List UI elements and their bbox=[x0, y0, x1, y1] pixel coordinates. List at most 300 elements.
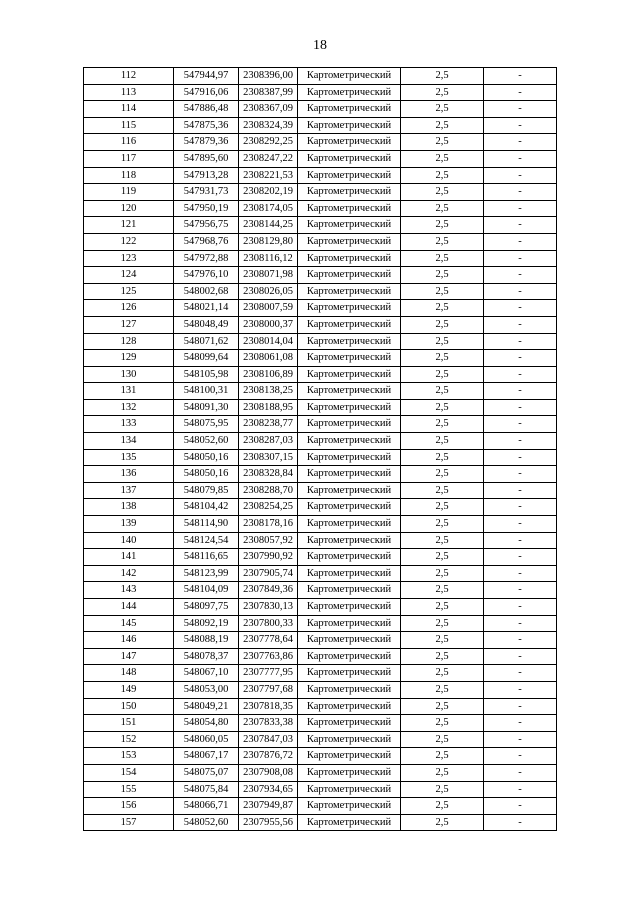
table-row bbox=[84, 731, 557, 748]
x-coordinate-cell: 548060,05 bbox=[174, 731, 239, 748]
table-row bbox=[84, 798, 557, 815]
y-coordinate-cell: 2307833,38 bbox=[239, 715, 298, 732]
method-cell: Картометрический bbox=[298, 416, 401, 433]
point-number-cell: 126 bbox=[84, 300, 174, 317]
y-coordinate-cell: 2307990,92 bbox=[239, 549, 298, 566]
point-number-cell: 151 bbox=[84, 715, 174, 732]
method-cell: Картометрический bbox=[298, 184, 401, 201]
table-row bbox=[84, 300, 557, 317]
y-coordinate-cell: 2308061,08 bbox=[239, 350, 298, 367]
accuracy-cell: 2,5 bbox=[401, 350, 484, 367]
point-number-cell: 144 bbox=[84, 599, 174, 616]
point-number-cell: 143 bbox=[84, 582, 174, 599]
description-cell: - bbox=[484, 134, 557, 151]
point-number-cell: 128 bbox=[84, 333, 174, 350]
y-coordinate-cell: 2308328,84 bbox=[239, 466, 298, 483]
table-row bbox=[84, 366, 557, 383]
point-number-cell: 150 bbox=[84, 698, 174, 715]
y-coordinate-cell: 2308116,12 bbox=[239, 250, 298, 267]
x-coordinate-cell: 548066,71 bbox=[174, 798, 239, 815]
point-number-cell: 123 bbox=[84, 250, 174, 267]
table-row bbox=[84, 681, 557, 698]
method-cell: Картометрический bbox=[298, 134, 401, 151]
y-coordinate-cell: 2307847,03 bbox=[239, 731, 298, 748]
x-coordinate-cell: 548124,54 bbox=[174, 532, 239, 549]
description-cell: - bbox=[484, 665, 557, 682]
point-number-cell: 125 bbox=[84, 283, 174, 300]
accuracy-cell: 2,5 bbox=[401, 599, 484, 616]
y-coordinate-cell: 2307763,86 bbox=[239, 648, 298, 665]
y-coordinate-cell: 2308307,15 bbox=[239, 449, 298, 466]
method-cell: Картометрический bbox=[298, 433, 401, 450]
description-cell: - bbox=[484, 648, 557, 665]
x-coordinate-cell: 548092,19 bbox=[174, 615, 239, 632]
table-row bbox=[84, 665, 557, 682]
description-cell: - bbox=[484, 532, 557, 549]
table-row bbox=[84, 350, 557, 367]
x-coordinate-cell: 548002,68 bbox=[174, 283, 239, 300]
method-cell: Картометрический bbox=[298, 267, 401, 284]
table-row bbox=[84, 134, 557, 151]
table-row bbox=[84, 217, 557, 234]
point-number-cell: 113 bbox=[84, 84, 174, 101]
description-cell: - bbox=[484, 764, 557, 781]
x-coordinate-cell: 547913,28 bbox=[174, 167, 239, 184]
method-cell: Картометрический bbox=[298, 350, 401, 367]
description-cell: - bbox=[484, 84, 557, 101]
y-coordinate-cell: 2308129,80 bbox=[239, 233, 298, 250]
x-coordinate-cell: 547956,75 bbox=[174, 217, 239, 234]
accuracy-cell: 2,5 bbox=[401, 565, 484, 582]
table-row bbox=[84, 167, 557, 184]
method-cell: Картометрический bbox=[298, 582, 401, 599]
x-coordinate-cell: 548075,95 bbox=[174, 416, 239, 433]
accuracy-cell: 2,5 bbox=[401, 250, 484, 267]
accuracy-cell: 2,5 bbox=[401, 715, 484, 732]
x-coordinate-cell: 548075,07 bbox=[174, 764, 239, 781]
y-coordinate-cell: 2307800,33 bbox=[239, 615, 298, 632]
accuracy-cell: 2,5 bbox=[401, 449, 484, 466]
point-number-cell: 148 bbox=[84, 665, 174, 682]
accuracy-cell: 2,5 bbox=[401, 233, 484, 250]
point-number-cell: 134 bbox=[84, 433, 174, 450]
accuracy-cell: 2,5 bbox=[401, 681, 484, 698]
method-cell: Картометрический bbox=[298, 217, 401, 234]
y-coordinate-cell: 2307778,64 bbox=[239, 632, 298, 649]
y-coordinate-cell: 2307818,35 bbox=[239, 698, 298, 715]
description-cell: - bbox=[484, 599, 557, 616]
table-row bbox=[84, 698, 557, 715]
point-number-cell: 118 bbox=[84, 167, 174, 184]
y-coordinate-cell: 2308144,25 bbox=[239, 217, 298, 234]
y-coordinate-cell: 2308106,89 bbox=[239, 366, 298, 383]
description-cell: - bbox=[484, 781, 557, 798]
description-cell: - bbox=[484, 433, 557, 450]
x-coordinate-cell: 548099,64 bbox=[174, 350, 239, 367]
point-number-cell: 112 bbox=[84, 68, 174, 85]
method-cell: Картометрический bbox=[298, 283, 401, 300]
point-number-cell: 129 bbox=[84, 350, 174, 367]
table-row bbox=[84, 333, 557, 350]
accuracy-cell: 2,5 bbox=[401, 366, 484, 383]
method-cell: Картометрический bbox=[298, 731, 401, 748]
accuracy-cell: 2,5 bbox=[401, 516, 484, 533]
description-cell: - bbox=[484, 383, 557, 400]
x-coordinate-cell: 547916,06 bbox=[174, 84, 239, 101]
table-row bbox=[84, 516, 557, 533]
y-coordinate-cell: 2308396,00 bbox=[239, 68, 298, 85]
x-coordinate-cell: 548105,98 bbox=[174, 366, 239, 383]
description-cell: - bbox=[484, 748, 557, 765]
method-cell: Картометрический bbox=[298, 781, 401, 798]
x-coordinate-cell: 548052,60 bbox=[174, 433, 239, 450]
point-number-cell: 157 bbox=[84, 814, 174, 831]
accuracy-cell: 2,5 bbox=[401, 167, 484, 184]
table-row bbox=[84, 399, 557, 416]
table-row bbox=[84, 184, 557, 201]
accuracy-cell: 2,5 bbox=[401, 134, 484, 151]
point-number-cell: 152 bbox=[84, 731, 174, 748]
point-number-cell: 138 bbox=[84, 499, 174, 516]
point-number-cell: 147 bbox=[84, 648, 174, 665]
accuracy-cell: 2,5 bbox=[401, 416, 484, 433]
point-number-cell: 114 bbox=[84, 101, 174, 118]
table-row bbox=[84, 814, 557, 831]
point-number-cell: 122 bbox=[84, 233, 174, 250]
point-number-cell: 119 bbox=[84, 184, 174, 201]
table-row bbox=[84, 250, 557, 267]
x-coordinate-cell: 548067,10 bbox=[174, 665, 239, 682]
x-coordinate-cell: 547895,60 bbox=[174, 150, 239, 167]
x-coordinate-cell: 548123,99 bbox=[174, 565, 239, 582]
accuracy-cell: 2,5 bbox=[401, 632, 484, 649]
accuracy-cell: 2,5 bbox=[401, 764, 484, 781]
coordinates-table bbox=[83, 67, 557, 831]
point-number-cell: 116 bbox=[84, 134, 174, 151]
point-number-cell: 140 bbox=[84, 532, 174, 549]
accuracy-cell: 2,5 bbox=[401, 68, 484, 85]
y-coordinate-cell: 2307949,87 bbox=[239, 798, 298, 815]
description-cell: - bbox=[484, 482, 557, 499]
table-row bbox=[84, 117, 557, 134]
accuracy-cell: 2,5 bbox=[401, 665, 484, 682]
y-coordinate-cell: 2308202,19 bbox=[239, 184, 298, 201]
description-cell: - bbox=[484, 250, 557, 267]
y-coordinate-cell: 2308138,25 bbox=[239, 383, 298, 400]
method-cell: Картометрический bbox=[298, 665, 401, 682]
y-coordinate-cell: 2308174,05 bbox=[239, 200, 298, 217]
accuracy-cell: 2,5 bbox=[401, 399, 484, 416]
point-number-cell: 124 bbox=[84, 267, 174, 284]
table-row bbox=[84, 532, 557, 549]
y-coordinate-cell: 2307830,13 bbox=[239, 599, 298, 616]
method-cell: Картометрический bbox=[298, 748, 401, 765]
description-cell: - bbox=[484, 814, 557, 831]
method-cell: Картометрический bbox=[298, 383, 401, 400]
y-coordinate-cell: 2307908,08 bbox=[239, 764, 298, 781]
point-number-cell: 153 bbox=[84, 748, 174, 765]
description-cell: - bbox=[484, 416, 557, 433]
table-row bbox=[84, 316, 557, 333]
accuracy-cell: 2,5 bbox=[401, 383, 484, 400]
y-coordinate-cell: 2308288,70 bbox=[239, 482, 298, 499]
point-number-cell: 137 bbox=[84, 482, 174, 499]
accuracy-cell: 2,5 bbox=[401, 582, 484, 599]
description-cell: - bbox=[484, 267, 557, 284]
y-coordinate-cell: 2307876,72 bbox=[239, 748, 298, 765]
x-coordinate-cell: 548104,42 bbox=[174, 499, 239, 516]
description-cell: - bbox=[484, 466, 557, 483]
table-row bbox=[84, 449, 557, 466]
accuracy-cell: 2,5 bbox=[401, 184, 484, 201]
method-cell: Картометрический bbox=[298, 200, 401, 217]
method-cell: Картометрический bbox=[298, 333, 401, 350]
method-cell: Картометрический bbox=[298, 316, 401, 333]
description-cell: - bbox=[484, 499, 557, 516]
accuracy-cell: 2,5 bbox=[401, 781, 484, 798]
point-number-cell: 133 bbox=[84, 416, 174, 433]
method-cell: Картометрический bbox=[298, 715, 401, 732]
y-coordinate-cell: 2308367,09 bbox=[239, 101, 298, 118]
table-row bbox=[84, 150, 557, 167]
y-coordinate-cell: 2307777,95 bbox=[239, 665, 298, 682]
method-cell: Картометрический bbox=[298, 68, 401, 85]
accuracy-cell: 2,5 bbox=[401, 466, 484, 483]
table-row bbox=[84, 615, 557, 632]
method-cell: Картометрический bbox=[298, 798, 401, 815]
point-number-cell: 135 bbox=[84, 449, 174, 466]
y-coordinate-cell: 2308324,39 bbox=[239, 117, 298, 134]
description-cell: - bbox=[484, 366, 557, 383]
accuracy-cell: 2,5 bbox=[401, 200, 484, 217]
accuracy-cell: 2,5 bbox=[401, 267, 484, 284]
description-cell: - bbox=[484, 68, 557, 85]
table-row bbox=[84, 68, 557, 85]
x-coordinate-cell: 548054,80 bbox=[174, 715, 239, 732]
method-cell: Картометрический bbox=[298, 366, 401, 383]
description-cell: - bbox=[484, 333, 557, 350]
table-row bbox=[84, 565, 557, 582]
table-row bbox=[84, 764, 557, 781]
y-coordinate-cell: 2308000,37 bbox=[239, 316, 298, 333]
point-number-cell: 130 bbox=[84, 366, 174, 383]
x-coordinate-cell: 548050,16 bbox=[174, 449, 239, 466]
accuracy-cell: 2,5 bbox=[401, 283, 484, 300]
y-coordinate-cell: 2307934,65 bbox=[239, 781, 298, 798]
y-coordinate-cell: 2308178,16 bbox=[239, 516, 298, 533]
table-row bbox=[84, 748, 557, 765]
table-row bbox=[84, 466, 557, 483]
point-number-cell: 146 bbox=[84, 632, 174, 649]
method-cell: Картометрический bbox=[298, 698, 401, 715]
x-coordinate-cell: 548116,65 bbox=[174, 549, 239, 566]
y-coordinate-cell: 2308238,77 bbox=[239, 416, 298, 433]
description-cell: - bbox=[484, 316, 557, 333]
point-number-cell: 117 bbox=[84, 150, 174, 167]
description-cell: - bbox=[484, 582, 557, 599]
accuracy-cell: 2,5 bbox=[401, 84, 484, 101]
x-coordinate-cell: 547931,73 bbox=[174, 184, 239, 201]
x-coordinate-cell: 547944,97 bbox=[174, 68, 239, 85]
accuracy-cell: 2,5 bbox=[401, 698, 484, 715]
x-coordinate-cell: 547968,76 bbox=[174, 233, 239, 250]
table-body bbox=[84, 68, 557, 831]
y-coordinate-cell: 2308007,59 bbox=[239, 300, 298, 317]
x-coordinate-cell: 548078,37 bbox=[174, 648, 239, 665]
x-coordinate-cell: 547950,19 bbox=[174, 200, 239, 217]
accuracy-cell: 2,5 bbox=[401, 549, 484, 566]
table-row bbox=[84, 632, 557, 649]
x-coordinate-cell: 547976,10 bbox=[174, 267, 239, 284]
y-coordinate-cell: 2308287,03 bbox=[239, 433, 298, 450]
accuracy-cell: 2,5 bbox=[401, 333, 484, 350]
x-coordinate-cell: 548050,16 bbox=[174, 466, 239, 483]
table-row bbox=[84, 549, 557, 566]
x-coordinate-cell: 548114,90 bbox=[174, 516, 239, 533]
x-coordinate-cell: 548021,14 bbox=[174, 300, 239, 317]
method-cell: Картометрический bbox=[298, 117, 401, 134]
method-cell: Картометрический bbox=[298, 814, 401, 831]
description-cell: - bbox=[484, 350, 557, 367]
method-cell: Картометрический bbox=[298, 101, 401, 118]
accuracy-cell: 2,5 bbox=[401, 433, 484, 450]
method-cell: Картометрический bbox=[298, 482, 401, 499]
x-coordinate-cell: 547972,88 bbox=[174, 250, 239, 267]
table-row bbox=[84, 715, 557, 732]
y-coordinate-cell: 2308247,22 bbox=[239, 150, 298, 167]
description-cell: - bbox=[484, 117, 557, 134]
accuracy-cell: 2,5 bbox=[401, 731, 484, 748]
point-number-cell: 156 bbox=[84, 798, 174, 815]
x-coordinate-cell: 548091,30 bbox=[174, 399, 239, 416]
method-cell: Картометрический bbox=[298, 549, 401, 566]
y-coordinate-cell: 2307797,68 bbox=[239, 681, 298, 698]
y-coordinate-cell: 2307905,74 bbox=[239, 565, 298, 582]
point-number-cell: 154 bbox=[84, 764, 174, 781]
x-coordinate-cell: 547886,48 bbox=[174, 101, 239, 118]
method-cell: Картометрический bbox=[298, 84, 401, 101]
x-coordinate-cell: 547879,36 bbox=[174, 134, 239, 151]
point-number-cell: 115 bbox=[84, 117, 174, 134]
table-row bbox=[84, 101, 557, 118]
method-cell: Картометрический bbox=[298, 499, 401, 516]
y-coordinate-cell: 2307955,56 bbox=[239, 814, 298, 831]
point-number-cell: 139 bbox=[84, 516, 174, 533]
x-coordinate-cell: 548049,21 bbox=[174, 698, 239, 715]
method-cell: Картометрический bbox=[298, 233, 401, 250]
description-cell: - bbox=[484, 449, 557, 466]
method-cell: Картометрический bbox=[298, 632, 401, 649]
x-coordinate-cell: 547875,36 bbox=[174, 117, 239, 134]
description-cell: - bbox=[484, 101, 557, 118]
table-row bbox=[84, 200, 557, 217]
method-cell: Картометрический bbox=[298, 300, 401, 317]
y-coordinate-cell: 2308188,95 bbox=[239, 399, 298, 416]
x-coordinate-cell: 548067,17 bbox=[174, 748, 239, 765]
x-coordinate-cell: 548079,85 bbox=[174, 482, 239, 499]
point-number-cell: 155 bbox=[84, 781, 174, 798]
table-row bbox=[84, 582, 557, 599]
point-number-cell: 121 bbox=[84, 217, 174, 234]
y-coordinate-cell: 2308254,25 bbox=[239, 499, 298, 516]
accuracy-cell: 2,5 bbox=[401, 300, 484, 317]
method-cell: Картометрический bbox=[298, 516, 401, 533]
x-coordinate-cell: 548100,31 bbox=[174, 383, 239, 400]
table-row bbox=[84, 648, 557, 665]
description-cell: - bbox=[484, 549, 557, 566]
description-cell: - bbox=[484, 681, 557, 698]
point-number-cell: 120 bbox=[84, 200, 174, 217]
accuracy-cell: 2,5 bbox=[401, 615, 484, 632]
method-cell: Картометрический bbox=[298, 150, 401, 167]
description-cell: - bbox=[484, 184, 557, 201]
description-cell: - bbox=[484, 300, 557, 317]
table-row bbox=[84, 233, 557, 250]
y-coordinate-cell: 2308014,04 bbox=[239, 333, 298, 350]
description-cell: - bbox=[484, 283, 557, 300]
accuracy-cell: 2,5 bbox=[401, 316, 484, 333]
point-number-cell: 131 bbox=[84, 383, 174, 400]
x-coordinate-cell: 548048,49 bbox=[174, 316, 239, 333]
y-coordinate-cell: 2308026,05 bbox=[239, 283, 298, 300]
table-row bbox=[84, 599, 557, 616]
x-coordinate-cell: 548104,09 bbox=[174, 582, 239, 599]
description-cell: - bbox=[484, 698, 557, 715]
description-cell: - bbox=[484, 731, 557, 748]
point-number-cell: 142 bbox=[84, 565, 174, 582]
description-cell: - bbox=[484, 798, 557, 815]
y-coordinate-cell: 2308221,53 bbox=[239, 167, 298, 184]
table-row bbox=[84, 781, 557, 798]
y-coordinate-cell: 2308387,99 bbox=[239, 84, 298, 101]
description-cell: - bbox=[484, 217, 557, 234]
description-cell: - bbox=[484, 150, 557, 167]
point-number-cell: 145 bbox=[84, 615, 174, 632]
point-number-cell: 132 bbox=[84, 399, 174, 416]
method-cell: Картометрический bbox=[298, 167, 401, 184]
description-cell: - bbox=[484, 233, 557, 250]
table-row bbox=[84, 499, 557, 516]
accuracy-cell: 2,5 bbox=[401, 499, 484, 516]
table-row bbox=[84, 84, 557, 101]
method-cell: Картометрический bbox=[298, 466, 401, 483]
method-cell: Картометрический bbox=[298, 599, 401, 616]
x-coordinate-cell: 548075,84 bbox=[174, 781, 239, 798]
description-cell: - bbox=[484, 399, 557, 416]
accuracy-cell: 2,5 bbox=[401, 217, 484, 234]
x-coordinate-cell: 548088,19 bbox=[174, 632, 239, 649]
x-coordinate-cell: 548052,60 bbox=[174, 814, 239, 831]
description-cell: - bbox=[484, 516, 557, 533]
point-number-cell: 136 bbox=[84, 466, 174, 483]
y-coordinate-cell: 2308057,92 bbox=[239, 532, 298, 549]
method-cell: Картометрический bbox=[298, 250, 401, 267]
table-row bbox=[84, 416, 557, 433]
point-number-cell: 149 bbox=[84, 681, 174, 698]
method-cell: Картометрический bbox=[298, 681, 401, 698]
method-cell: Картометрический bbox=[298, 532, 401, 549]
accuracy-cell: 2,5 bbox=[401, 532, 484, 549]
table-row bbox=[84, 383, 557, 400]
method-cell: Картометрический bbox=[298, 764, 401, 781]
method-cell: Картометрический bbox=[298, 399, 401, 416]
y-coordinate-cell: 2308292,25 bbox=[239, 134, 298, 151]
accuracy-cell: 2,5 bbox=[401, 798, 484, 815]
x-coordinate-cell: 548071,62 bbox=[174, 333, 239, 350]
accuracy-cell: 2,5 bbox=[401, 648, 484, 665]
method-cell: Картометрический bbox=[298, 648, 401, 665]
point-number-cell: 127 bbox=[84, 316, 174, 333]
